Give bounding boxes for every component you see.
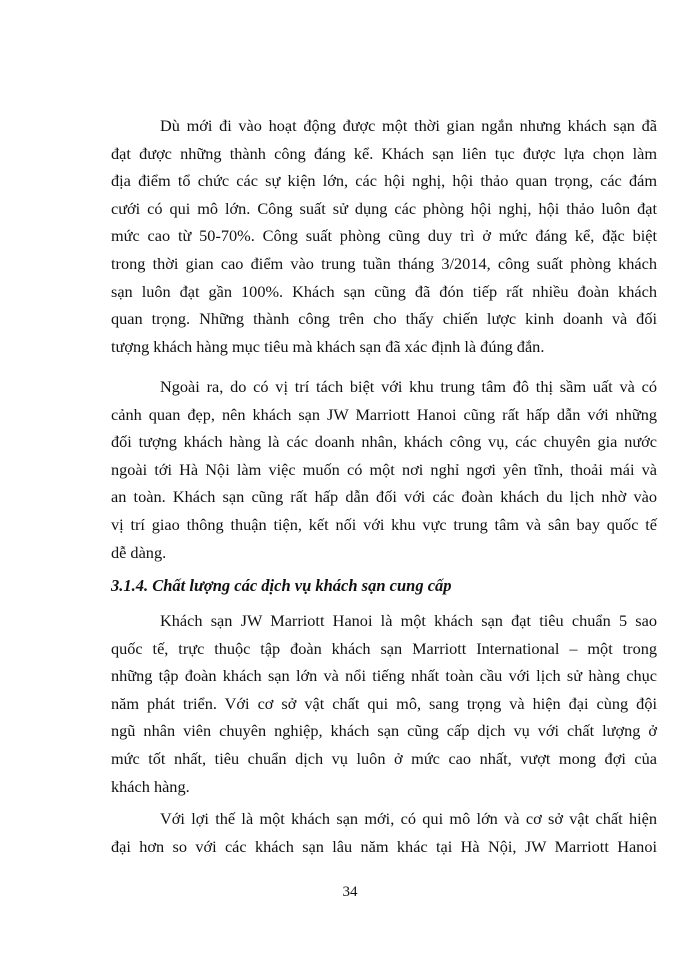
paragraph-line: cưới có qui mô lớn. Công suất sử dụng các phòng hội nghị, hội thảo luôn đạt — [111, 198, 657, 218]
section-heading: 3.1.4. Chất lượng các dịch vụ khách sạn cung cấp — [111, 576, 452, 595]
paragraph-line: đại hơn so với các khách sạn lâu năm khác tại Hà Nội, JW Marriott Hanoi — [111, 836, 657, 856]
paragraph-line: Khách sạn JW Marriott Hanoi là một khách sạn đạt tiêu chuẩn 5 sao — [160, 611, 657, 630]
paragraph-line: năm phát triển. Với cơ sở vật chất qui mô, sang trọng và hiện đại cùng đội — [111, 693, 657, 713]
paragraph-line: dễ dàng. — [111, 542, 167, 562]
paragraph-line: mức tốt nhất, tiêu chuẩn dịch vụ luôn ở mức cao nhất, vượt mong đợi của — [111, 749, 657, 768]
paragraph-line: Dù mới đi vào hoạt động được một thời gian ngắn nhưng khách sạn đã — [160, 116, 657, 135]
paragraph-line: an toàn. Khách sạn cũng rất hấp dẫn đối với các đoàn khách du lịch nhờ vào — [111, 487, 657, 507]
paragraph-line: vị trí giao thông thuận tiện, kết nối với khu vực trung tâm và sân bay quốc tế — [111, 515, 657, 534]
paragraph-line: cảnh quan đẹp, nên khách sạn JW Marriott Hanoi cũng rất hấp dẫn với những — [111, 404, 657, 424]
paragraph-line: mức cao từ 50-70%. Công suất phòng cũng duy trì ở mức đáng kể, đặc biệt — [111, 226, 657, 246]
page-number: 34 — [342, 884, 358, 900]
paragraph-line: đạt được những thành công đáng kể. Khách sạn liên tục được lựa chọn làm — [111, 143, 657, 163]
paragraph-line: ngoài tới Hà Nội làm việc muốn có một nơi nghỉ ngơi yên tĩnh, thoải mái và — [111, 459, 657, 479]
paragraph-line: quốc tế, trực thuộc tập đoàn khách sạn Marriott International – một trong — [111, 638, 657, 658]
paragraph-line: quan trọng. Những thành công trên cho thấy chiến lược kinh doanh và đối — [111, 309, 657, 329]
paragraph-line: những tập đoàn khách sạn lớn và nổi tiếng nhất toàn cầu với lịch sử hàng chục — [111, 666, 657, 686]
paragraph-line: địa điểm tổ chức các sự kiện lớn, các hội nghị, hội thảo quan trọng, các đám — [111, 171, 657, 191]
paragraph-line: tượng khách hàng mục tiêu mà khách sạn đã xác định là đúng đắn. — [111, 336, 545, 356]
paragraph-line: Với lợi thế là một khách sạn mới, có qui mô lớn và cơ sở vật chất hiện — [160, 809, 657, 828]
paragraph-line: sạn luôn đạt gần 100%. Khách sạn cũng đã đón tiếp rất nhiều đoàn khách — [111, 281, 657, 301]
paragraph-line: trong thời gian cao điểm vào trung tuần tháng 3/2014, công suất phòng khách — [111, 254, 657, 273]
paragraph-line: khách hàng. — [111, 776, 190, 796]
paragraph-line: ngũ nhân viên chuyên nghiệp, khách sạn cũng cấp dịch vụ với chất lượng ở — [111, 721, 657, 741]
paragraph-line: đối tượng khách hàng là các doanh nhân, khách công vụ, các chuyên gia nước — [111, 432, 657, 452]
paragraph-line: Ngoài ra, do có vị trí tách biệt với khu trung tâm đô thị sầm uất và có — [160, 377, 657, 396]
